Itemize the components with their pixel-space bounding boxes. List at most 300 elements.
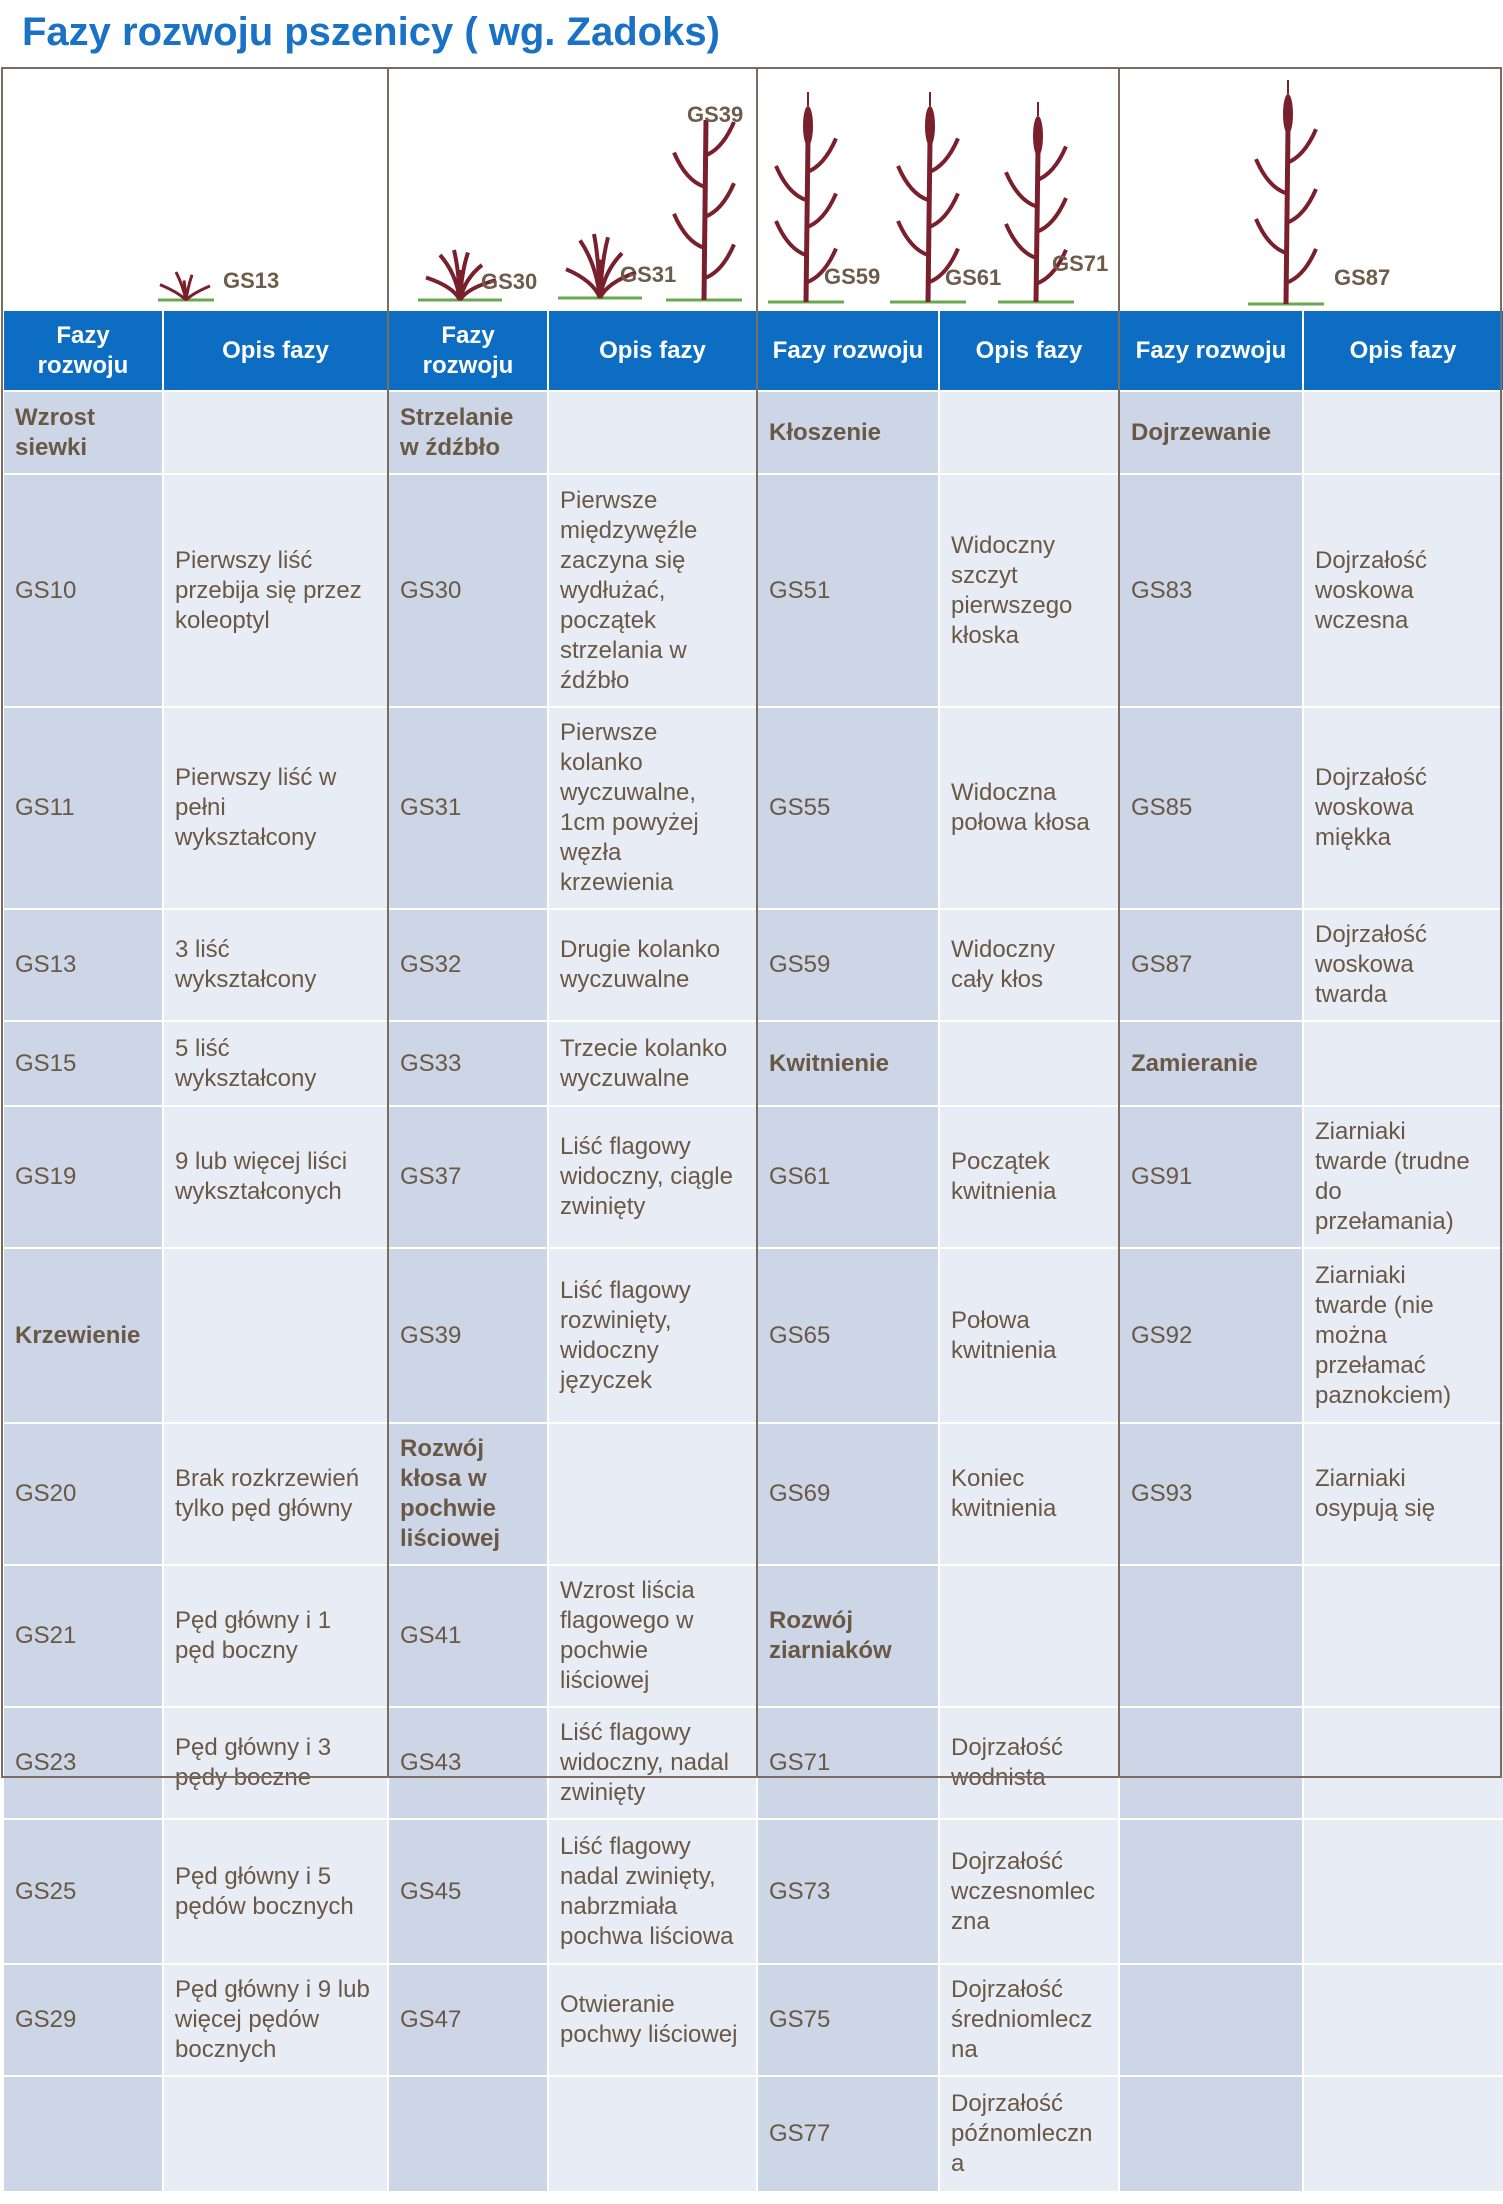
stage-description-text: Dojrzałość późnomleczn a xyxy=(951,2089,1093,2177)
section-heading-text: Strzelanie w źdźbło xyxy=(400,403,514,461)
leaf xyxy=(898,221,928,255)
ear xyxy=(1283,94,1293,134)
row-separator xyxy=(1119,1564,1503,1566)
row-separator xyxy=(388,1818,757,1820)
stage-description xyxy=(939,1565,1119,1707)
stem xyxy=(704,120,706,300)
stage-code xyxy=(1119,1248,1303,1423)
stage-code xyxy=(3,909,163,1021)
stage-description xyxy=(548,474,757,707)
row-separator xyxy=(388,908,757,910)
row-separator xyxy=(3,1706,388,1708)
stage-code xyxy=(757,1819,939,1964)
leaf xyxy=(928,193,958,227)
leaf xyxy=(776,221,806,255)
row-separator xyxy=(757,1020,1119,1022)
stage-code-text: GS32 xyxy=(400,951,462,978)
leaf xyxy=(928,138,958,172)
row-separator xyxy=(3,2075,388,2077)
section-heading xyxy=(1119,1021,1303,1106)
header-stage-text: Fazy rozwoju xyxy=(772,337,924,364)
row-separator xyxy=(1119,1706,1503,1708)
row-separator xyxy=(1119,473,1503,475)
row-separator xyxy=(388,1963,757,1965)
stem xyxy=(806,140,808,302)
stage-code xyxy=(1119,1565,1303,1707)
stage-description-text: Wzrost liścia flagowego w pochwie liściowej xyxy=(560,1577,695,1694)
leaf xyxy=(1256,219,1286,253)
stage-code-text: GS31 xyxy=(400,794,462,821)
row-separator xyxy=(1119,1422,1503,1424)
growth-stage-label: GS71 xyxy=(1052,251,1109,276)
stage-code-text: GS13 xyxy=(15,951,77,978)
page-title: Fazy rozwoju pszenicy ( wg. Zadoks) xyxy=(22,10,720,54)
stage-code-text: GS11 xyxy=(15,794,75,821)
stage-code xyxy=(757,1707,939,1819)
column-separator xyxy=(1302,311,1304,2201)
row-separator xyxy=(388,1564,757,1566)
row-separator xyxy=(388,2075,757,2077)
stage-description xyxy=(939,391,1119,474)
stage-code xyxy=(757,1964,939,2076)
stage-code xyxy=(757,474,939,707)
row-separator xyxy=(757,1247,1119,1249)
stage-description xyxy=(939,909,1119,1021)
stage-description xyxy=(939,1021,1119,1106)
stage-code xyxy=(757,909,939,1021)
stage-description-text: Dojrzałość woskowa twarda xyxy=(1315,921,1428,1008)
stage-code xyxy=(388,1964,548,2076)
header-stage xyxy=(3,311,163,391)
stage-code-text: GS20 xyxy=(15,1480,77,1507)
section-heading xyxy=(3,1248,163,1423)
stage-description xyxy=(939,707,1119,909)
growth-stage-label: GS30 xyxy=(481,269,538,294)
stage-code xyxy=(388,1106,548,1248)
stage-description xyxy=(1303,1106,1503,1248)
column-separator xyxy=(162,311,164,2201)
leaf xyxy=(776,166,806,200)
row-separator xyxy=(1119,706,1503,708)
stage-code xyxy=(3,474,163,707)
stage-description-text: Widoczna połowa kłosa xyxy=(951,779,1090,836)
section-heading-text: Dojrzewanie xyxy=(1131,418,1272,446)
stage-description xyxy=(548,909,757,1021)
stage-description-text: Liść flagowy widoczny, ciągle zwinięty xyxy=(560,1133,733,1220)
stage-code-text: GS71 xyxy=(769,1749,831,1776)
growth-stage-label: GS31 xyxy=(620,262,677,287)
leaf xyxy=(184,280,186,300)
row-separator xyxy=(1119,1963,1503,1965)
stage-description-text: 3 liść wykształcony xyxy=(175,936,317,993)
header-description xyxy=(939,311,1119,391)
frame-divider xyxy=(1118,67,1120,1778)
leaf xyxy=(1006,224,1036,258)
row-separator xyxy=(3,1422,388,1424)
stage-code-text: GS33 xyxy=(400,1049,462,1077)
stage-code-text: GS21 xyxy=(15,1622,77,1649)
stage-code xyxy=(1119,909,1303,1021)
section-heading-text: Kwitnienie xyxy=(769,1049,890,1077)
leaf xyxy=(806,193,836,227)
stage-description xyxy=(163,1021,388,1106)
row-separator xyxy=(757,1818,1119,1820)
stage-description xyxy=(548,1106,757,1248)
stage-description xyxy=(548,2076,757,2191)
leaf xyxy=(1286,189,1316,223)
leaf xyxy=(674,214,704,248)
column-separator xyxy=(2,311,4,2201)
row-separator xyxy=(3,473,388,475)
leaf xyxy=(806,138,836,172)
stage-code xyxy=(3,1707,163,1819)
stage-code xyxy=(1119,1707,1303,1819)
stage-code xyxy=(3,1423,163,1565)
stage-description-text: Pęd główny i 3 pędy boczne xyxy=(175,1734,332,1791)
stage-description-text: Liść flagowy nadal zwinięty, nabrzmiała pochwa liściowa xyxy=(560,1832,734,1950)
stage-description xyxy=(548,1964,757,2076)
stage-description xyxy=(163,2076,388,2191)
stage-description xyxy=(163,474,388,707)
leaf xyxy=(1036,198,1066,232)
leaf xyxy=(1006,172,1036,206)
stage-code xyxy=(1119,1819,1303,1964)
stage-code-text: GS41 xyxy=(400,1622,462,1649)
stage-description-text: Dojrzałość woskowa miękka xyxy=(1315,764,1428,851)
leaf xyxy=(1286,249,1316,283)
section-heading xyxy=(388,1423,548,1565)
stage-description xyxy=(1303,1565,1503,1707)
stage-code xyxy=(1119,2076,1303,2191)
stage-description-text: Liść flagowy rozwinięty, widoczny języczek xyxy=(560,1276,691,1394)
header-stage xyxy=(388,311,548,391)
stage-description-text: Trzecie kolanko wyczuwalne xyxy=(560,1034,728,1092)
row-separator xyxy=(757,1963,1119,1965)
frame-divider xyxy=(756,67,758,1778)
stage-code xyxy=(1119,1964,1303,2076)
header-description-text: Opis fazy xyxy=(975,337,1083,364)
section-heading xyxy=(757,391,939,474)
stage-description-text: 9 lub więcej liści wykształconych xyxy=(175,1148,348,1205)
stage-description xyxy=(939,1819,1119,1964)
growth-stage-label: GS61 xyxy=(945,265,1002,290)
stage-description xyxy=(939,2076,1119,2191)
row-separator xyxy=(757,1564,1119,1566)
stage-description-text: Pęd główny i 5 pędów bocznych xyxy=(175,1862,354,1920)
stage-description xyxy=(163,909,388,1021)
row-separator xyxy=(1119,1020,1503,1022)
stage-code-text: GS59 xyxy=(769,951,831,978)
stage-description xyxy=(163,1106,388,1248)
stage-code xyxy=(3,1106,163,1248)
stage-code-text: GS30 xyxy=(400,576,462,604)
column-separator xyxy=(938,311,940,2201)
row-separator xyxy=(757,908,1119,910)
row-separator xyxy=(388,473,757,475)
stage-description xyxy=(548,1248,757,1423)
stage-code-text: GS83 xyxy=(1131,576,1193,604)
section-heading xyxy=(388,391,548,474)
stage-description xyxy=(548,707,757,909)
stage-code-text: GS23 xyxy=(15,1749,77,1776)
leaf xyxy=(1286,129,1316,163)
row-separator xyxy=(388,1422,757,1424)
stage-code-text: GS10 xyxy=(15,576,77,604)
leaf xyxy=(1256,159,1286,193)
header-description-text: Opis fazy xyxy=(222,337,329,364)
stage-code xyxy=(3,1819,163,1964)
header-stage xyxy=(1119,311,1303,391)
stage-code-text: GS37 xyxy=(400,1163,462,1190)
stage-code xyxy=(388,1707,548,1819)
stem xyxy=(1286,128,1288,304)
row-separator xyxy=(388,706,757,708)
stage-code xyxy=(388,909,548,1021)
stage-description xyxy=(1303,1021,1503,1106)
stage-code-text: GS75 xyxy=(769,2006,831,2033)
stage-code xyxy=(757,1423,939,1565)
stage-code xyxy=(3,707,163,909)
stage-description xyxy=(548,1819,757,1964)
header-stage-text: Fazy rozwoju xyxy=(37,322,129,379)
stage-description xyxy=(163,391,388,474)
row-separator xyxy=(3,1818,388,1820)
stem xyxy=(1036,150,1038,302)
stage-description-text: Drugie kolanko wyczuwalne xyxy=(560,936,721,993)
row-separator xyxy=(757,1105,1119,1107)
stage-description-text: Początek kwitnienia xyxy=(951,1148,1057,1205)
stage-description xyxy=(163,1819,388,1964)
stage-description xyxy=(1303,1964,1503,2076)
header-description-text: Opis fazy xyxy=(1349,337,1457,364)
stage-description-text: Dojrzałość wczesnomlec zna xyxy=(951,1847,1096,1935)
stage-code-text: GS29 xyxy=(15,2006,77,2033)
stage-description xyxy=(1303,1707,1503,1819)
row-separator xyxy=(3,1247,388,1249)
stage-description-text: Dojrzałość średniomlecz na xyxy=(951,1976,1093,2063)
row-separator xyxy=(1119,390,1503,392)
stage-description-text: Brak rozkrzewień tylko pęd główny xyxy=(175,1465,360,1522)
stage-description-text: Dojrzałość wodnista xyxy=(951,1734,1064,1791)
stage-description xyxy=(163,1964,388,2076)
stage-description xyxy=(1303,707,1503,909)
leaf xyxy=(704,244,734,278)
row-separator xyxy=(388,390,757,392)
growth-stage-illustration xyxy=(0,0,1503,311)
stage-description-text: Widoczny cały kłos xyxy=(951,936,1056,993)
stage-description-text: Liść flagowy widoczny, nadal zwinięty xyxy=(560,1719,729,1806)
stage-code-text: GS25 xyxy=(15,1877,77,1905)
stage-description xyxy=(939,1707,1119,1819)
stage-description xyxy=(1303,1423,1503,1565)
stage-code-text: GS87 xyxy=(1131,951,1193,978)
header-description-text: Opis fazy xyxy=(599,337,706,364)
section-heading-text: Rozwój kłosa w pochwie liściowej xyxy=(400,1435,501,1552)
stage-code xyxy=(388,1248,548,1423)
growth-stage-label: GS13 xyxy=(223,268,280,293)
stage-code-text: GS51 xyxy=(769,576,831,604)
growth-stage-label: GS59 xyxy=(824,264,881,289)
row-separator xyxy=(3,1963,388,1965)
section-heading-text: Kłoszenie xyxy=(769,418,882,446)
stage-code xyxy=(388,2076,548,2191)
stage-description-text: Pierwsze międzywęźle zaczyna się wydłużać, początek strzelania w źdźbło xyxy=(560,486,698,694)
leaf xyxy=(704,183,734,217)
ear xyxy=(803,106,813,146)
row-separator xyxy=(3,390,388,392)
stage-code xyxy=(757,1106,939,1248)
stage-code-text: GS85 xyxy=(1131,794,1193,821)
stage-code xyxy=(388,1819,548,1964)
row-separator xyxy=(757,473,1119,475)
stage-description xyxy=(548,391,757,474)
row-separator xyxy=(757,706,1119,708)
stage-code-text: GS47 xyxy=(400,2006,462,2033)
stage-code xyxy=(3,1964,163,2076)
stage-code xyxy=(757,2076,939,2191)
stage-description-text: Widoczny szczyt pierwszego kłoska xyxy=(951,531,1073,649)
stage-code-text: GS15 xyxy=(15,1049,77,1077)
leaf xyxy=(898,166,928,200)
stage-description xyxy=(1303,391,1503,474)
stage-code-text: GS55 xyxy=(769,794,831,821)
stage-description-text: Pierwszy liść w pełni wykształcony xyxy=(175,764,337,851)
stage-code xyxy=(1119,474,1303,707)
stage-description xyxy=(163,1423,388,1565)
row-separator xyxy=(757,390,1119,392)
section-heading-text: Zamieranie xyxy=(1131,1049,1258,1077)
stage-code-text: GS73 xyxy=(769,1877,831,1905)
ear xyxy=(925,106,935,146)
stage-description-text: Pierwszy liść przebija się przez koleoptyl xyxy=(175,546,362,634)
stage-description xyxy=(939,1423,1119,1565)
row-separator xyxy=(3,1020,388,1022)
stage-description xyxy=(1303,1819,1503,1964)
row-separator xyxy=(388,1105,757,1107)
growth-stage-label: GS39 xyxy=(687,102,744,127)
stage-description-text: 5 liść wykształcony xyxy=(175,1034,317,1092)
stage-code-text: GS92 xyxy=(1131,1321,1193,1349)
stage-code-text: GS93 xyxy=(1131,1480,1193,1507)
header-stage xyxy=(757,311,939,391)
row-separator xyxy=(1119,1247,1503,1249)
leaf xyxy=(674,153,704,187)
row-separator xyxy=(388,1247,757,1249)
row-separator xyxy=(3,1105,388,1107)
row-separator xyxy=(757,1706,1119,1708)
stage-code xyxy=(757,1248,939,1423)
header-description xyxy=(1303,311,1503,391)
header-description xyxy=(548,311,757,391)
stage-code xyxy=(1119,1423,1303,1565)
stage-code xyxy=(388,707,548,909)
row-separator xyxy=(388,1020,757,1022)
section-heading xyxy=(757,1565,939,1707)
row-separator xyxy=(1119,1105,1503,1107)
stage-description xyxy=(1303,1248,1503,1423)
row-separator xyxy=(3,1564,388,1566)
stage-code-text: GS61 xyxy=(769,1163,831,1190)
stage-code xyxy=(388,1021,548,1106)
section-heading-text: Wzrost siewki xyxy=(15,403,95,461)
stage-description xyxy=(1303,474,1503,707)
section-heading xyxy=(1119,391,1303,474)
row-separator xyxy=(3,908,388,910)
header-stage-text: Fazy rozwoju xyxy=(1135,337,1287,364)
stage-code-text: GS77 xyxy=(769,2119,831,2147)
stage-code-text: GS19 xyxy=(15,1163,77,1190)
stage-code-text: GS43 xyxy=(400,1749,462,1776)
section-heading xyxy=(3,391,163,474)
stage-code xyxy=(1119,707,1303,909)
row-separator xyxy=(1119,1818,1503,1820)
stage-description xyxy=(548,1707,757,1819)
stage-code xyxy=(388,474,548,707)
stage-description xyxy=(939,1964,1119,2076)
stem xyxy=(928,140,930,302)
frame-divider xyxy=(387,67,389,1778)
ear xyxy=(1033,116,1043,156)
stage-description xyxy=(163,1707,388,1819)
row-separator xyxy=(1119,908,1503,910)
stage-code-text: GS65 xyxy=(769,1321,831,1349)
stage-description-text: Ziarniaki twarde (nie można przełamać paznokciem) xyxy=(1315,1261,1452,1409)
row-separator xyxy=(3,706,388,708)
stage-description-text: Pęd główny i 9 lub więcej pędów bocznych xyxy=(175,1976,370,2063)
section-heading-text: Rozwój ziarniaków xyxy=(769,1607,892,1664)
stage-description-text: Ziarniaki twarde (trudne do przełamania) xyxy=(1315,1118,1470,1235)
stage-description xyxy=(163,707,388,909)
growth-stage-label: GS87 xyxy=(1334,265,1391,290)
stage-description-text: Pęd główny i 1 pęd boczny xyxy=(175,1607,332,1664)
stage-description-text: Otwieranie pochwy liściowej xyxy=(560,1991,738,2048)
stage-code-text: GS39 xyxy=(400,1321,462,1349)
header-description xyxy=(163,311,388,391)
stage-description-text: Koniec kwitnienia xyxy=(951,1465,1057,1522)
stage-description-text: Pierwsze kolanko wyczuwalne, 1cm powyżej węzła krzewienia xyxy=(560,719,699,896)
stage-description xyxy=(163,1565,388,1707)
stage-code xyxy=(3,2076,163,2191)
stage-code-text: GS69 xyxy=(769,1480,831,1507)
stage-code xyxy=(3,1021,163,1106)
section-heading-text: Krzewienie xyxy=(15,1321,141,1349)
stage-description xyxy=(939,1248,1119,1423)
stage-code xyxy=(757,707,939,909)
row-separator xyxy=(388,1706,757,1708)
stage-description xyxy=(548,1021,757,1106)
stage-description xyxy=(548,1565,757,1707)
stage-description xyxy=(939,1106,1119,1248)
stage-description xyxy=(163,1248,388,1423)
row-separator xyxy=(757,1422,1119,1424)
row-separator xyxy=(1119,2075,1503,2077)
stage-code xyxy=(1119,1106,1303,1248)
section-heading xyxy=(757,1021,939,1106)
row-separator xyxy=(757,2075,1119,2077)
header-stage-text: Fazy rozwoju xyxy=(422,322,514,379)
stage-code xyxy=(3,1565,163,1707)
stage-description xyxy=(548,1423,757,1565)
stage-description xyxy=(939,474,1119,707)
column-separator xyxy=(547,311,549,2201)
stage-code-text: GS45 xyxy=(400,1877,462,1905)
stage-code-text: GS91 xyxy=(1131,1163,1193,1190)
stage-code xyxy=(388,1565,548,1707)
stage-description xyxy=(1303,909,1503,1021)
stage-description xyxy=(1303,2076,1503,2191)
stage-description-text: Ziarniaki osypują się xyxy=(1315,1465,1436,1522)
stage-description-text: Dojrzałość woskowa wczesna xyxy=(1315,546,1428,634)
